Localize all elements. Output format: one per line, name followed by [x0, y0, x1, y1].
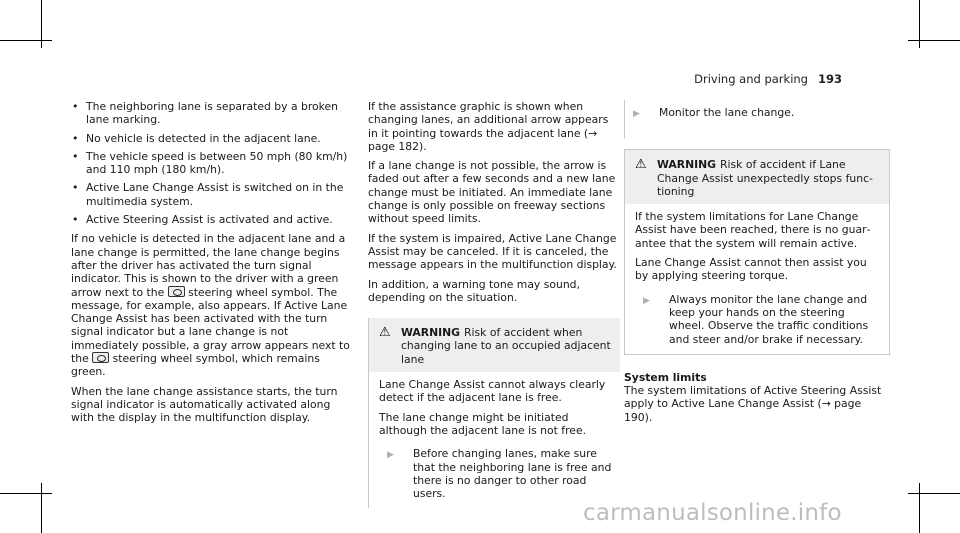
warning-body	[625, 204, 889, 354]
warning-body	[369, 372, 620, 508]
section-heading: System limits	[624, 370, 707, 384]
column-1	[71, 100, 351, 431]
monitor-step-box	[624, 100, 890, 139]
paragraph: If the system limitations for Lane Change Assist have been reached, there is no guarantee that the system will remain active.	[635, 210, 871, 250]
play-arrow-icon: ▶	[643, 295, 650, 306]
crop-mark	[919, 483, 920, 533]
paragraph: Lane Change Assist cannot always clearly detect if the adjacent lane is free.	[379, 378, 606, 405]
play-arrow-icon: ▶	[387, 450, 394, 461]
action-step: ▶ Before changing lanes, make sure that the neighboring lane is free and there is no danger to other road users.	[387, 447, 612, 501]
column-2	[368, 100, 620, 508]
warning-triangle-icon: ⚠	[379, 325, 391, 341]
steering-wheel-icon	[92, 352, 109, 363]
action-step: ▶ Always monitor the lane change and keep your hands on the steering wheel. Observe the traffic conditions and steer and/or brake if necessary.	[643, 292, 869, 346]
warning-label: WARNING	[657, 158, 717, 172]
watermark: carmanualsonline.info	[583, 500, 842, 526]
list-item: • The vehicle speed is between 50 mph (80 km/h) and 110 mph (180 km/h).	[71, 150, 351, 177]
list-item: • No vehicle is detected in the adjacent lane.	[71, 132, 351, 145]
paragraph: When the lane change assistance starts, the turn signal indicator is automatically activated along with the display in the multifunction display.	[71, 384, 338, 425]
play-arrow-icon: ▶	[633, 109, 640, 119]
paragraph: The lane change might be initiated although the adjacent lane is not free.	[379, 410, 587, 437]
crop-mark	[41, 483, 42, 533]
paragraph: If no vehicle is detected in the adjacent lane and a lane change is permitted, the lane change begins after the driver has activated the turn signal indicator. This is shown to the driver with a green arrow next to the steering wheel symbol. The message, for example, also appears. If Active Lane Change Assist has been activated with the turn signal indicator but a lane change is not immediately possible, a gray arrow appears next to the steering wheel symbol, which remains green.	[71, 232, 350, 379]
section-title: Driving and parking	[694, 72, 808, 86]
crop-mark	[908, 40, 960, 41]
warning-label: WARNING	[401, 326, 461, 340]
list-item: • Active Lane Change Assist is switched on in the multimedia system.	[71, 181, 351, 208]
warning-title: Risk of accident when changing lane to an occupied adjacent lane	[401, 326, 611, 366]
steering-wheel-icon	[168, 286, 185, 297]
warning-title: Risk of accident if Lane Change Assist unexpectedly stops functioning	[657, 158, 873, 198]
action-step: ▶ Monitor the lane change.	[625, 106, 890, 121]
warning-box	[624, 149, 890, 355]
crop-mark	[908, 493, 960, 494]
paragraph: Lane Change Assist cannot then assist you by applying steering torque.	[635, 256, 867, 283]
page-number: 193	[817, 72, 842, 86]
crop-mark	[0, 40, 52, 41]
paragraph: If a lane change is not possible, the arrow is faded out after a few seconds and a new lane change must be initiated. An immediate lane change is only possible on freeway sections without speed limits.	[368, 159, 616, 226]
paragraph: If the assistance graphic is shown when changing lanes, an additional arrow appears in it pointing towards the adjacent lane (→ page 182).	[368, 100, 609, 153]
paragraph: In addition, a warning tone may sound, depending on the situation.	[368, 277, 580, 304]
paragraph: If the system is impaired, Active Lane Change Assist may be canceled. If it is canceled, the message appears in the multifunction display.	[368, 231, 617, 272]
list-item: • Active Steering Assist is activated and active.	[71, 213, 351, 226]
warning-triangle-icon: ⚠	[635, 157, 647, 173]
list-item: • The neighboring lane is separated by a broken lane marking.	[71, 100, 351, 127]
column-3	[624, 100, 890, 430]
paragraph: The system limitations of Active Steering Assist apply to Active Lane Change Assist (→ page 190).	[624, 384, 882, 424]
crop-mark	[0, 493, 52, 494]
warning-box	[368, 318, 620, 508]
condition-list	[71, 100, 351, 226]
warning-header	[369, 318, 620, 372]
page-header	[694, 72, 842, 86]
warning-header	[625, 150, 889, 204]
